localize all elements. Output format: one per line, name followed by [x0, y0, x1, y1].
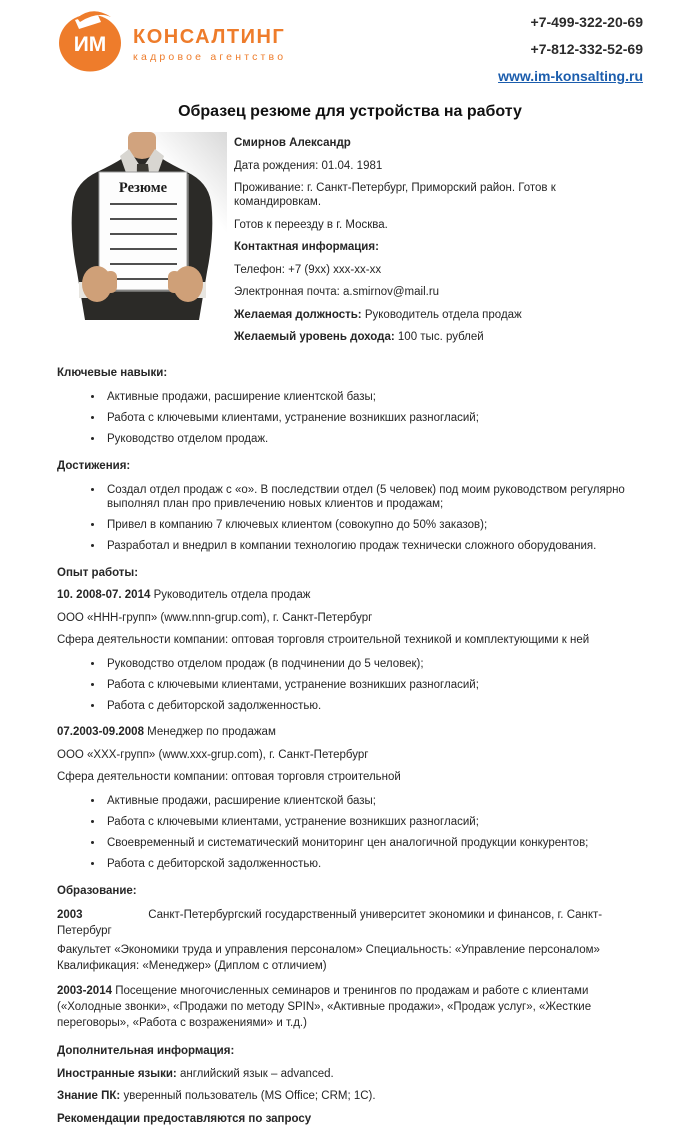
additional-heading: Дополнительная информация: — [57, 1045, 235, 1057]
job-duty-item: • Работа с дебиторской задолженностью. — [104, 857, 643, 871]
phone-number-2: +7-812-332-52-69 — [530, 41, 643, 57]
languages-value: английский язык – advanced. — [179, 1067, 334, 1080]
education-container — [57, 907, 643, 1031]
recommendations-line: Рекомендации предоставляются по запросу — [57, 1112, 312, 1125]
job-dates-title — [57, 725, 643, 739]
logo-company-name: КОНСАЛТИНГ — [133, 25, 286, 48]
education-dates: 2003-2014 — [57, 985, 112, 997]
job-entry — [57, 588, 643, 713]
job-dates: 10. 2008-07. 2014 — [57, 589, 151, 601]
skill-item: • Работа с ключевыми клиентами, устранение возникших разногласий; — [104, 411, 643, 425]
job-sphere: Сфера деятельности компании: оптовая торговля строительной техникой и комплектующими к ней — [57, 634, 590, 646]
residence: Проживание: г. Санкт-Петербург, Приморский район. Готов к командировкам. — [234, 182, 556, 208]
education-text: Посещение многочисленных семинаров и тренингов по продажам и работе с клиентами («Холодные звонки», «Продажи по методу SPIN», «Активные продажи», «Продаж услуг», «Жесткие переговоры», «Работа с возражениями» и т.д.) — [57, 985, 592, 1029]
job-duty-item: • Активные продажи, расширение клиентской базы; — [104, 794, 643, 808]
languages-line — [57, 1067, 643, 1081]
phone-number-1: +7-499-322-20-69 — [530, 14, 643, 30]
relocation: Готов к переезду в г. Москва. — [234, 218, 388, 231]
pc-skills-label: Знание ПК: — [57, 1090, 121, 1102]
education-text: Санкт-Петербургский государственный университет экономики и финансов, г. Санкт-Петербург — [57, 909, 603, 937]
resume-body — [57, 366, 643, 1126]
job-title: Менеджер по продажам — [147, 726, 276, 738]
resume-top-block — [57, 132, 643, 353]
profile-summary — [227, 132, 643, 353]
skills-heading: Ключевые навыки: — [57, 366, 168, 379]
job-company: ООО «ННН-групп» (www.nnn-grup.com), г. Санкт-Петербург — [57, 611, 373, 624]
desired-position-label: Желаемая должность: — [234, 308, 362, 321]
header-contacts — [498, 10, 643, 85]
job-duties-list — [57, 794, 643, 871]
desired-income-value: 100 тыс. рублей — [397, 331, 484, 343]
svg-text:ИМ: ИМ — [73, 33, 107, 56]
logo-tagline: кадровое агентство — [133, 50, 287, 63]
education-entry — [57, 907, 643, 974]
pc-skills-line — [57, 1089, 643, 1103]
job-dates: 07.2003-09.2008 — [57, 726, 144, 738]
page-header — [0, 0, 700, 92]
job-duty-item: • Руководство отделом продаж (в подчинении до 5 человек); — [104, 657, 643, 671]
education-entry — [57, 983, 643, 1031]
skill-item: • Руководство отделом продаж. — [104, 432, 643, 446]
candidate-name: Смирнов Александр — [234, 137, 351, 149]
resume-photo — [57, 132, 227, 320]
achievement-item: • Создал отдел продаж с «о». В последствии отдел (5 человек) под моим руководством регулярно выполнял план про привлечению новых клиентов и продажам; — [104, 483, 643, 511]
achievement-item: • Привел в компанию 7 ключевых клиентом (совокупно до 50% заказов); — [104, 518, 643, 532]
contact-phone: Телефон: +7 (9хх) ххх-хх-хх — [234, 263, 382, 276]
desired-position-value: Руководитель отдела продаж — [364, 308, 522, 321]
education-line — [57, 907, 643, 939]
education-line-2: Факультет «Экономики труда и управления персоналом» Специальность: «Управление персоналом» Квалификация: «Менеджер» (Диплом с отличием) — [57, 944, 600, 972]
job-entry — [57, 725, 643, 871]
contact-heading: Контактная информация: — [234, 241, 379, 253]
job-duty-item: • Работа с ключевыми клиентами, устранение возникших разногласий; — [104, 678, 643, 692]
agency-logo — [57, 10, 286, 72]
job-duties-list — [57, 657, 643, 713]
logo-text — [133, 19, 286, 64]
education-dates: 2003 — [57, 909, 83, 921]
achievement-item: • Разработал и внедрил в компании технологию продаж технически сложного оборудования. — [104, 539, 643, 553]
desired-position — [234, 308, 643, 322]
website-link[interactable]: www.im-konsalting.ru — [498, 68, 643, 84]
job-title: Руководитель отдела продаж — [153, 589, 311, 601]
desired-income-label: Желаемый уровень дохода: — [234, 331, 395, 343]
education-line — [57, 983, 643, 1031]
skills-list — [57, 390, 643, 446]
photo-paper-title: Резюме — [118, 180, 168, 196]
job-duty-item: • Своевременный и систематический мониторинг цен аналогичной продукции конкурентов; — [104, 836, 643, 850]
education-heading: Образование: — [57, 885, 137, 897]
job-dates-title — [57, 588, 643, 602]
achievements-list — [57, 483, 643, 553]
job-sphere: Сфера деятельности компании: оптовая торговля строительной — [57, 771, 401, 783]
job-duty-item: • Работа с дебиторской задолженностью. — [104, 699, 643, 713]
logo-im-icon — [57, 10, 123, 72]
pc-skills-value: уверенный пользователь (MS Office; CRM; 1C). — [123, 1090, 376, 1102]
desired-income — [234, 330, 643, 344]
jobs-container — [57, 588, 643, 871]
birth-date: Дата рождения: 01.04. 1981 — [234, 159, 383, 172]
experience-heading: Опыт работы: — [57, 566, 139, 579]
job-duty-item: • Работа с ключевыми клиентами, устранение возникших разногласий; — [104, 815, 643, 829]
page-title: Образец резюме для устройства на работу — [178, 103, 522, 120]
achievements-heading: Достижения: — [57, 459, 131, 472]
languages-label: Иностранные языки: — [57, 1067, 177, 1080]
job-company: ООО «ХХХ-групп» (www.xxx-grup.com), г. Санкт-Петербург — [57, 748, 369, 761]
skill-item: • Активные продажи, расширение клиентской базы; — [104, 390, 643, 404]
contact-email: Электронная почта: a.smirnov@mail.ru — [234, 286, 440, 298]
